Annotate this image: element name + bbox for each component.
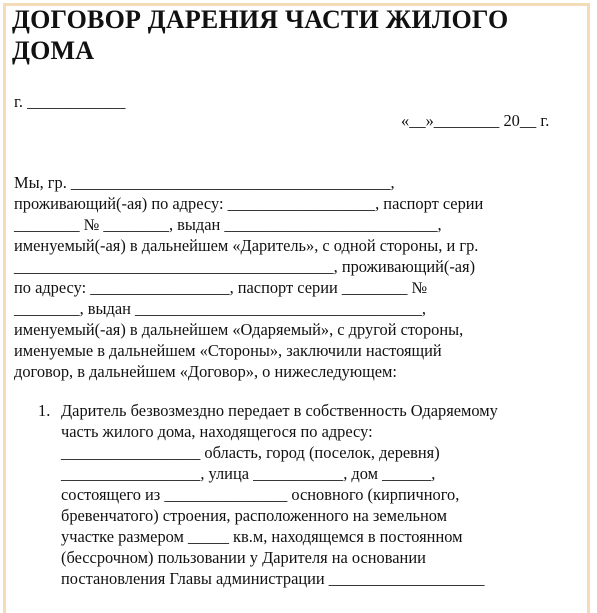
- body-line: Мы, гр. _______________________________________,: [14, 173, 395, 192]
- clause-line: (бессрочном) пользовании у Дарителя на основании: [61, 548, 426, 567]
- document-title: [12, 4, 508, 66]
- title-line-1: ДОГОВОР ДАРЕНИЯ ЧАСТИ ЖИЛОГО: [12, 5, 509, 34]
- clause-line: Даритель безвозмездно передает в собственность Одаряемому: [61, 401, 498, 420]
- body-line: ________ № ________, выдан __________________________,: [14, 215, 442, 234]
- body-line: ________, выдан ___________________________________,: [14, 299, 426, 318]
- clause-line: постановления Главы администрации ___________________: [61, 569, 485, 588]
- body-line: _______________________________________, проживающий(-ая): [14, 257, 476, 276]
- body-line: договор, в дальнейшем «Договор», о нижеследующем:: [14, 362, 397, 381]
- body-line: проживающий(-ая) по адресу: __________________, паспорт серии: [14, 194, 484, 213]
- clause-line: состоящего из _______________ основного (кирпичного,: [61, 485, 460, 504]
- date-field: «__»________ 20__ г.: [401, 111, 550, 130]
- clause-line: бревенчатого) строения, расположенного на земельном: [61, 506, 447, 525]
- city-field: г. ____________: [14, 92, 126, 111]
- title-line-2: ДОМА: [12, 36, 95, 65]
- clause-line: участке размером _____ кв.м, находящемся в постоянном: [61, 527, 463, 546]
- body-line: именуемые в дальнейшем «Стороны», заключили настоящий: [14, 341, 442, 360]
- clause-line: _________________ область, город (поселок, деревня): [61, 443, 440, 462]
- body-line: именуемый(-ая) в дальнейшем «Одаряемый», с другой стороны,: [14, 320, 464, 339]
- clause-line: _________________, улица ___________, дом ______,: [61, 464, 436, 483]
- clause-number: 1.: [38, 401, 51, 420]
- body-line: по адресу: _________________, паспорт серии ________ №: [14, 278, 428, 297]
- clause-line: часть жилого дома, находящегося по адресу:: [61, 422, 373, 441]
- body-line: именуемый(-ая) в дальнейшем «Даритель», с одной стороны, и гр.: [14, 236, 479, 255]
